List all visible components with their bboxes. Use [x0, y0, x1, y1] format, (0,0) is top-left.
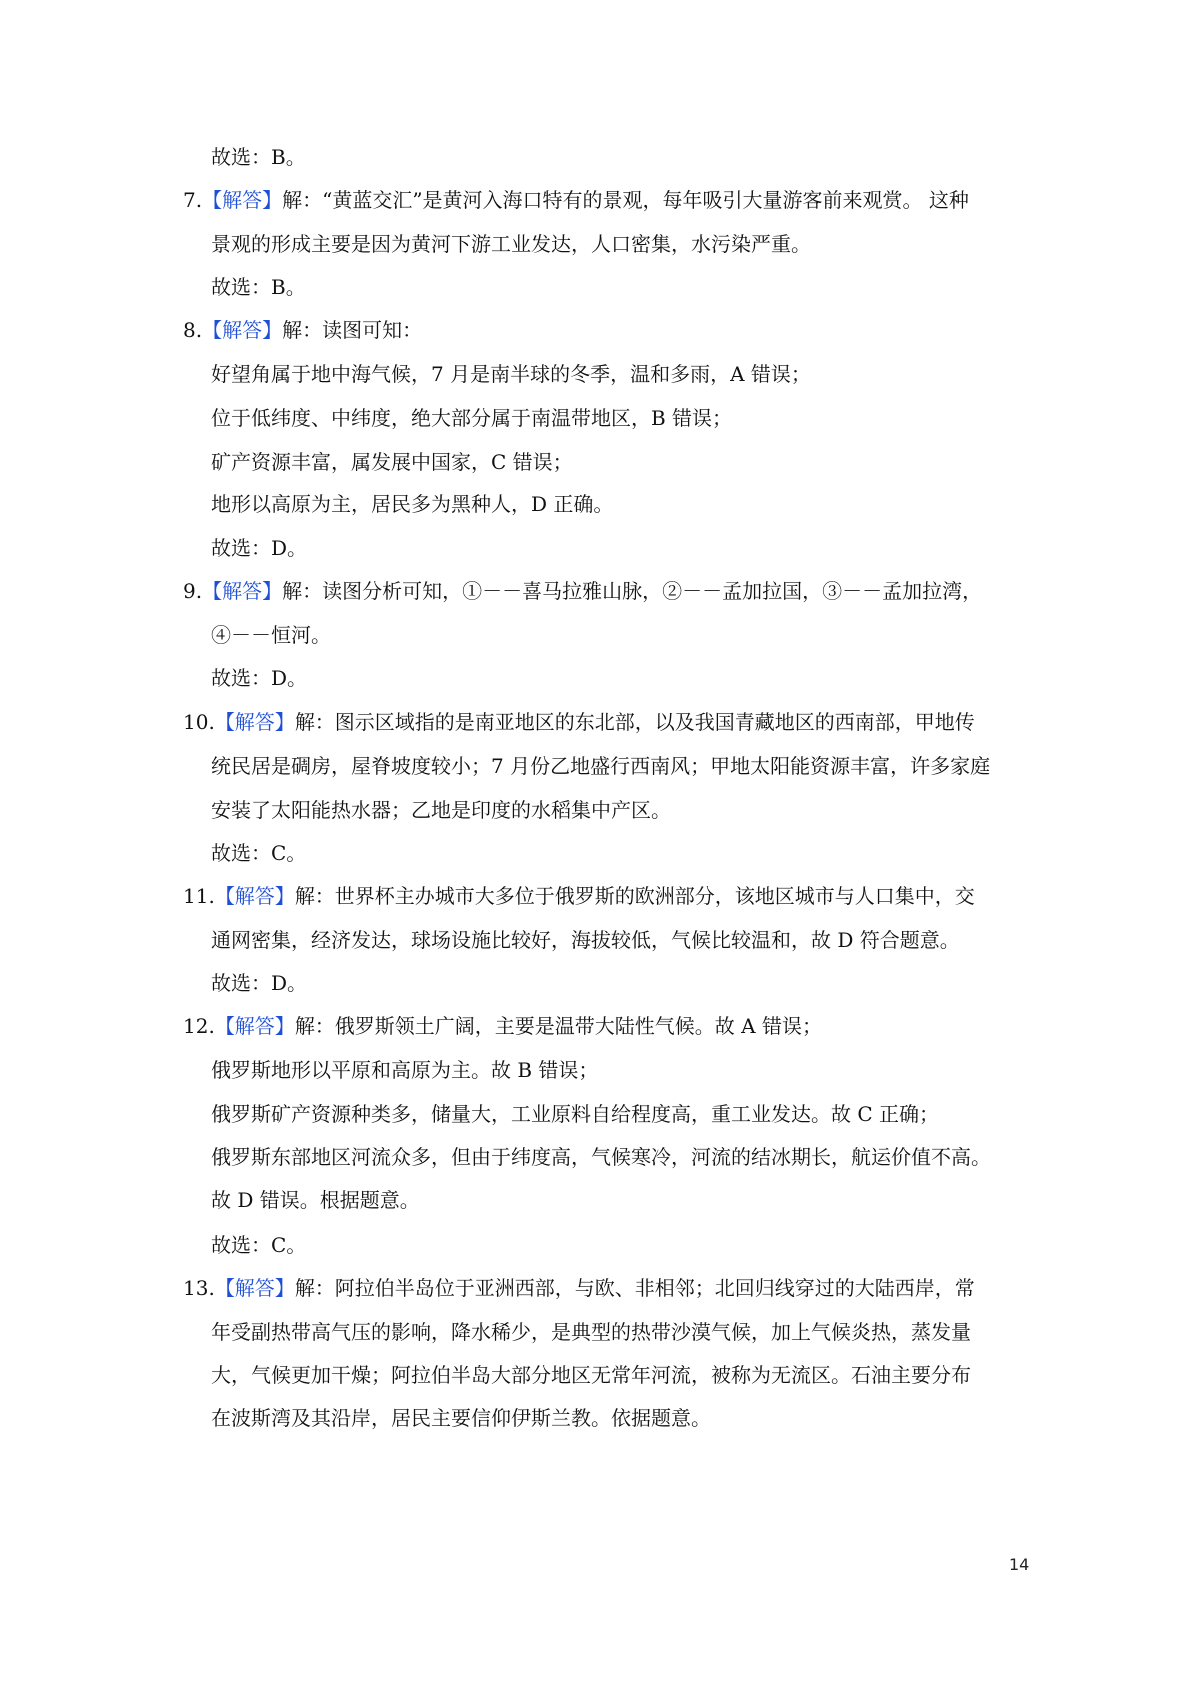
text-line: 故选：D。 [211, 666, 308, 690]
text-line: 好望角属于地中海气候，7 月是南半球的冬季，温和多雨，A 错误； [211, 362, 811, 386]
answer-text: 解：俄罗斯领土广阔，主要是温带大陆性气候。故 A 错误； [294, 1014, 822, 1038]
answer-tag: 【解答】 [202, 188, 283, 212]
text-line: 地形以高原为主，居民多为黑种人，D 正确。 [211, 492, 614, 516]
text-line: 统民居是碉房，屋脊坡度较小；7 月份乙地盛行西南风；甲地太阳能资源丰富，许多家庭 [211, 754, 991, 778]
page-number: 14 [1009, 1555, 1030, 1574]
answer-line [183, 709, 975, 735]
answer-text: 解：阿拉伯半岛位于亚洲西部，与欧、非相邻；北回归线穿过的大陆西岸，常 [294, 1276, 975, 1300]
text-line: 在波斯湾及其沿岸，居民主要信仰伊斯兰教。依据题意。 [211, 1406, 711, 1430]
text-line: 俄罗斯地形以平原和高原为主。故 B 错误； [211, 1058, 599, 1082]
text-line: 景观的形成主要是因为黄河下游工业发达，人口密集，水污染严重。 [211, 232, 811, 256]
text-line: 故选：B。 [211, 275, 306, 299]
question-number: 13. [183, 1276, 215, 1300]
answer-tag: 【解答】 [214, 710, 295, 734]
question-number: 11. [183, 884, 215, 908]
text-line: 安装了太阳能热水器；乙地是印度的水稻集中产区。 [211, 798, 671, 822]
answer-text: 解：世界杯主办城市大多位于俄罗斯的欧洲部分，该地区城市与人口集中，交 [294, 884, 975, 908]
text-line: 大，气候更加干燥；阿拉伯半岛大部分地区无常年河流，被称为无流区。石油主要分布 [211, 1363, 971, 1387]
text-line: 故选：D。 [211, 536, 308, 560]
text-line: 通网密集，经济发达，球场设施比较好，海拔较低，气候比较温和，故 D 符合题意。 [211, 928, 960, 952]
answer-text: 解：“黄蓝交汇”是黄河入海口特有的景观，每年吸引大量游客前来观赏。 这种 [282, 188, 969, 212]
text-line: 俄罗斯东部地区河流众多，但由于纬度高，气候寒冷，河流的结冰期长，航运价值不高。 [211, 1145, 991, 1169]
text-line: 故选：C。 [211, 841, 307, 865]
answer-text: 解：读图分析可知，①－－喜马拉雅山脉，②－－孟加拉国，③－－孟加拉湾， [282, 579, 983, 603]
answer-tag: 【解答】 [202, 579, 283, 603]
answer-tag: 【解答】 [214, 1014, 295, 1038]
text-line: 故选：B。 [211, 145, 306, 169]
question-number: 10. [183, 710, 215, 734]
question-number: 12. [183, 1014, 215, 1038]
text-line: 俄罗斯矿产资源种类多，储量大，工业原料自给程度高，重工业发达。故 C 正确； [211, 1102, 940, 1126]
answer-line [183, 317, 422, 343]
answer-tag: 【解答】 [214, 1276, 295, 1300]
answer-line [183, 187, 969, 213]
answer-tag: 【解答】 [202, 318, 283, 342]
answer-tag: 【解答】 [214, 884, 295, 908]
answer-text: 解：图示区域指的是南亚地区的东北部，以及我国青藏地区的西南部，甲地传 [294, 710, 975, 734]
text-line: 故选：C。 [211, 1233, 307, 1257]
answer-line [183, 1275, 975, 1301]
text-line: ④－－恒河。 [211, 623, 331, 647]
text-line: 矿产资源丰富，属发展中国家，C 错误； [211, 450, 573, 474]
answer-line [183, 883, 975, 909]
question-number: 9. [183, 579, 203, 603]
text-line: 故选：D。 [211, 971, 308, 995]
text-line: 年受副热带高气压的影响，降水稀少，是典型的热带沙漠气候，加上气候炎热，蒸发量 [211, 1320, 971, 1344]
answer-text: 解：读图可知： [282, 318, 423, 342]
text-line: 故 D 错误。根据题意。 [211, 1188, 420, 1212]
question-number: 8. [183, 318, 203, 342]
text-line: 位于低纬度、中纬度，绝大部分属于南温带地区，B 错误； [211, 406, 733, 430]
question-number: 7. [183, 188, 203, 212]
answer-line [183, 578, 982, 604]
answer-line [183, 1013, 822, 1039]
